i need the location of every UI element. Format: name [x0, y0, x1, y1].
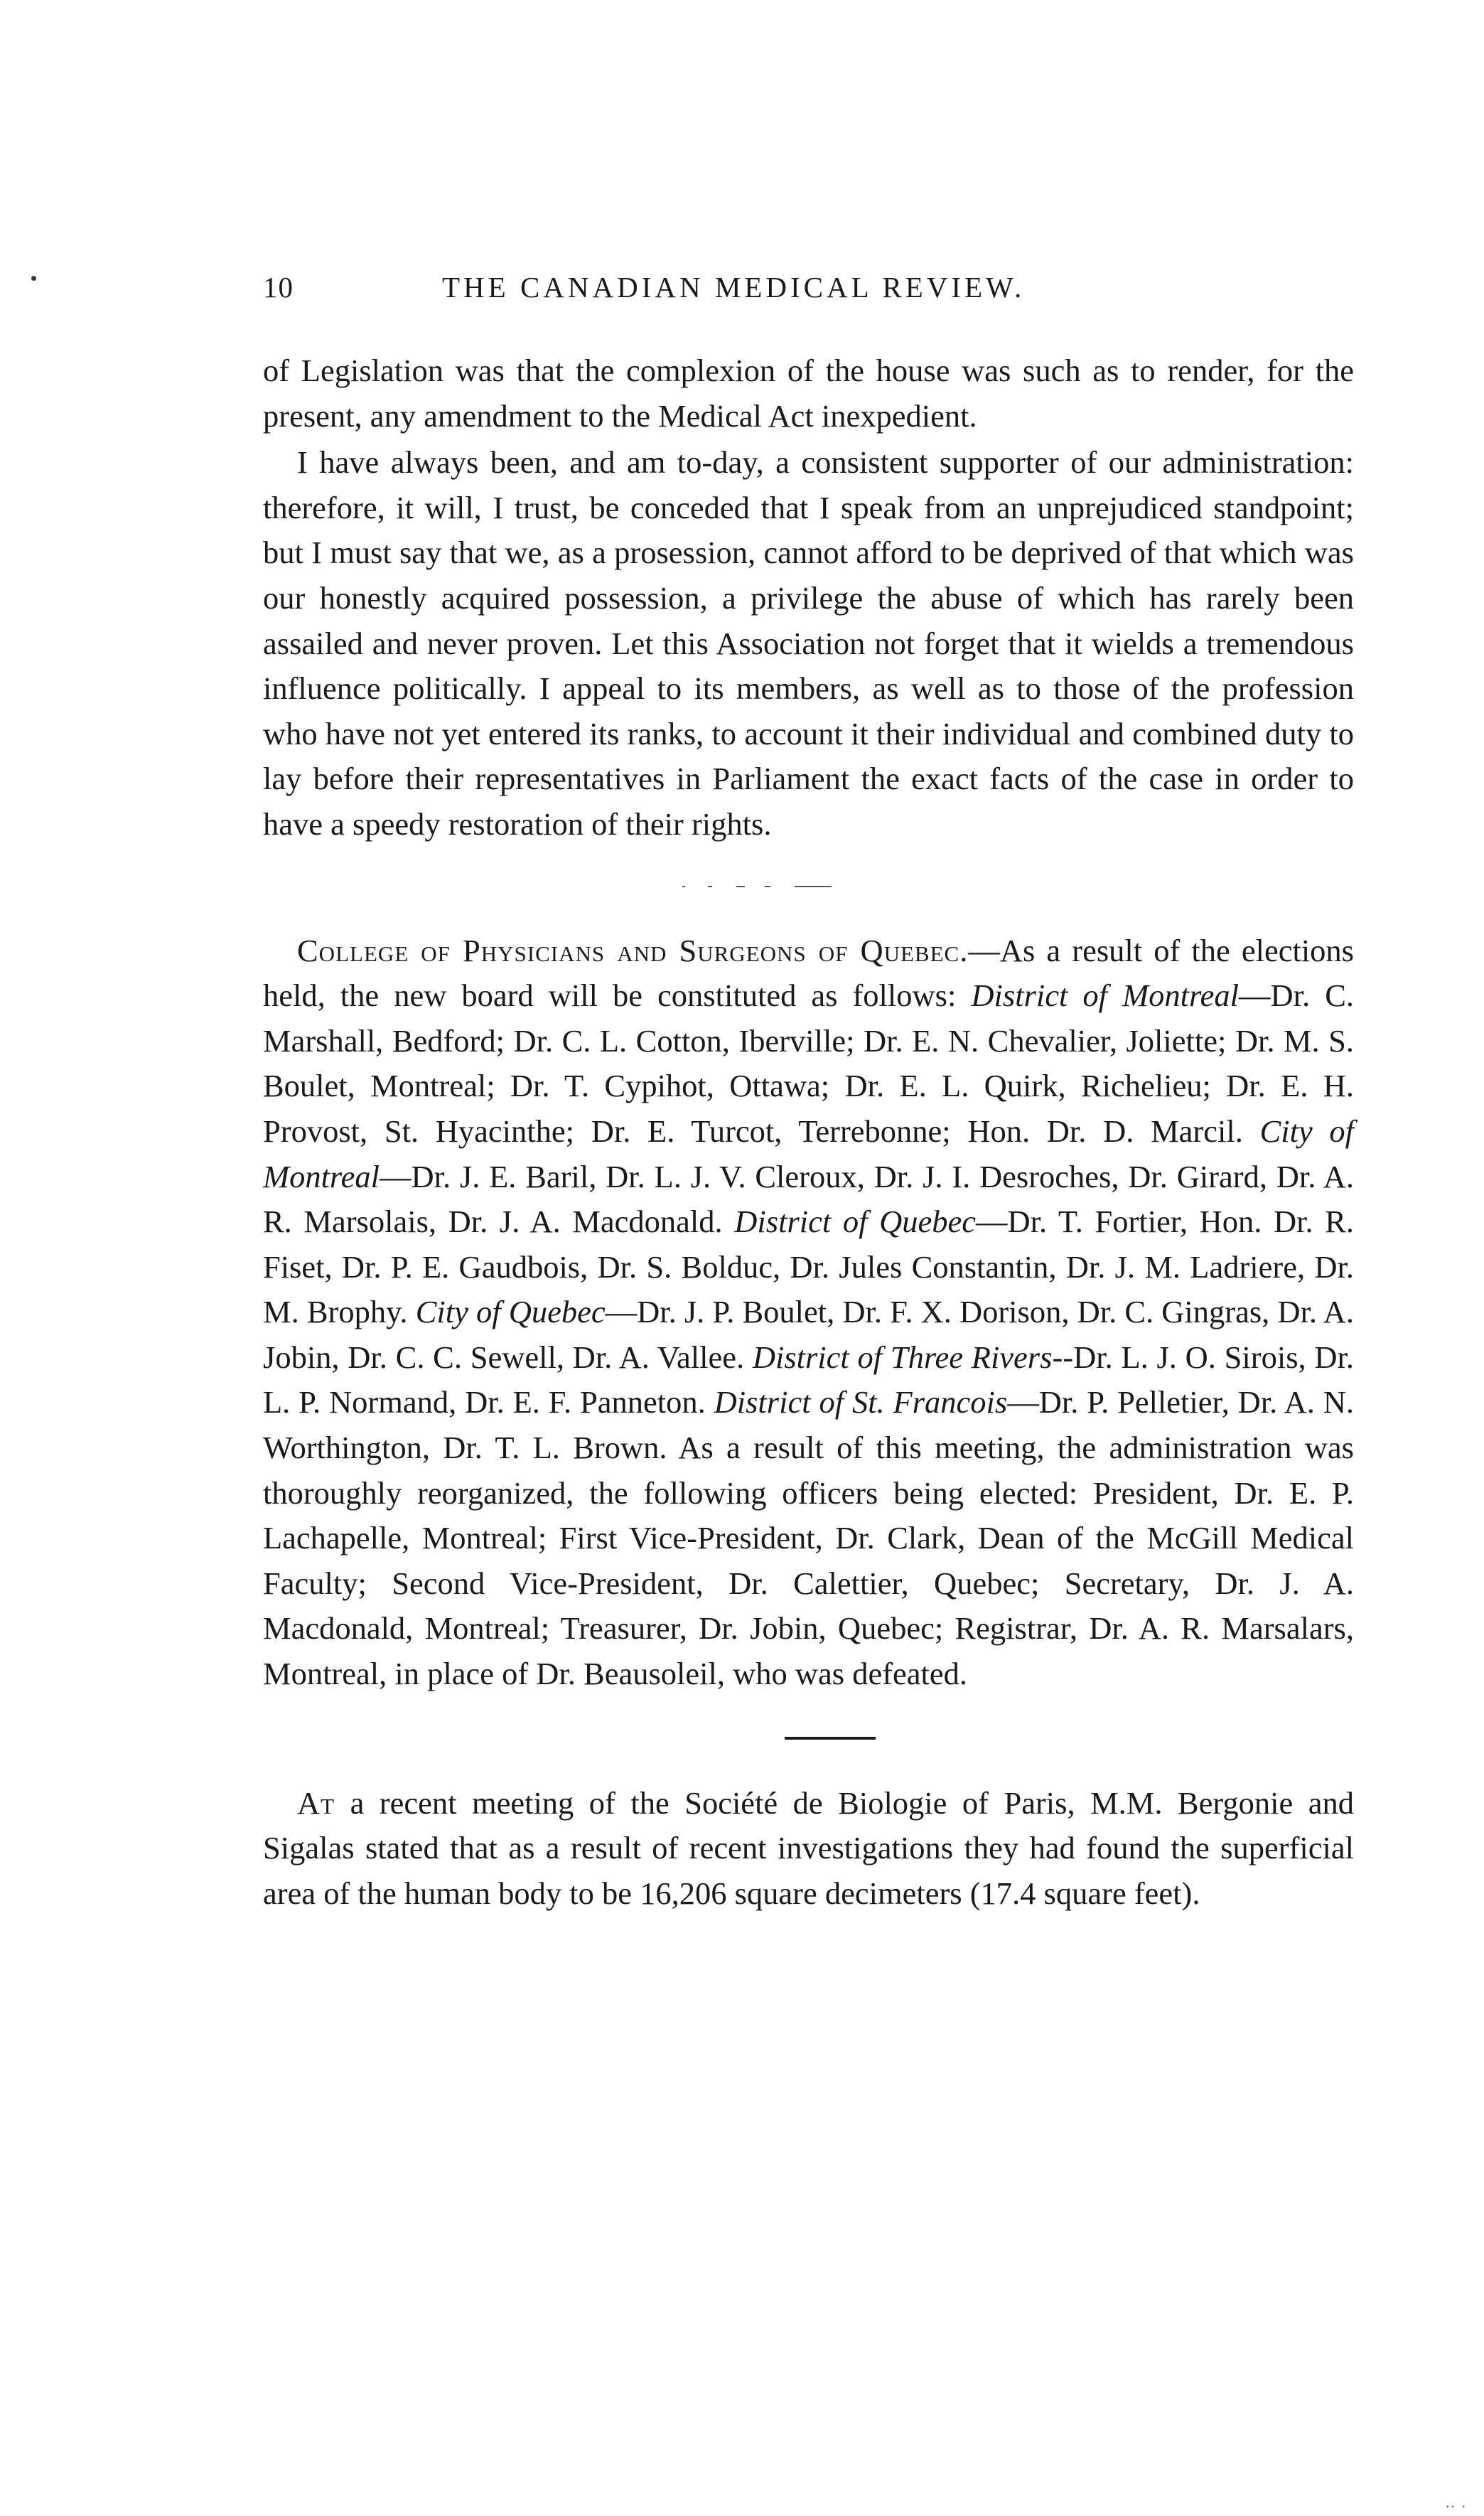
college-intro: —As a result of the elections held, the new board will be constituted as follows: [263, 932, 1354, 1014]
district-three-rivers-text: --Dr. L. J. O. Sirois, Dr. L. P. Normand, Dr. E. F. Panneton. [263, 1339, 1354, 1420]
running-head [263, 270, 1354, 320]
section-divider [785, 1737, 876, 1740]
legislation-paragraph: of Legislation was that the complexion of the house was such as to render, for the present, any amendment to the Medical Act inexpedient. [263, 353, 1354, 434]
corner-mark: .. . [1446, 2493, 1467, 2511]
margin-speck [31, 276, 36, 281]
biologie-lead: At [297, 1784, 335, 1821]
college-heading: College of Physicians and Surgeons of Quebec. [297, 932, 969, 968]
city-quebec-text: —Dr. J. P. Boulet, Dr. F. X. Dorison, Dr. C. Gingras, Dr. A. Jobin, Dr. C. C. Sewell, Dr. A. Vallee. [263, 1294, 1354, 1375]
district-quebec-text: —Dr. T. Fortier, Hon. Dr. R. Fiset, Dr. P. E. Gaudbois, Dr. S. Bolduc, Dr. Jules Constantin, Dr. J. M. Ladriere, Dr. M. Brophy. [263, 1204, 1355, 1330]
college-physicians-paragraph [263, 928, 1354, 1697]
district-st-francois-text: —Dr. P. Pelletier, Dr. A. N. Worthington, Dr. T. L. Brown. As a result of this meeting, the administration was thoroughly reorganized, the following officers being elected: President, Dr. E. P. Lachapelle, Montreal; First Vice-President, Dr. Clark, Dean of the McGill Medical Faculty; Second Vice-President, Dr. Calettier, Quebec; Secretary, Dr. J. A. Macdonald, Montreal; Treasurer, Dr. Jobin, Quebec; Registrar, Dr. A. R. Marsalars, Montreal, in place of Dr. Beausoleil, who was defeated. [263, 1384, 1355, 1692]
section-ornament [263, 864, 1354, 907]
administration-paragraph: I have always been, and am to-day, a consistent supporter of our administration: therefore, it will, I trust, be conceded that I speak from an unprejudiced standpoint; but I must say that we, as a prosession, cannot afford to be deprived of that which was our honestly acquired possession, a privilege the abuse of which has rarely been assailed and never proven. Let this Association not forget that it wields a tremendous influence politically. I appeal to its members, as well as to those of the profession who have not yet entered its ranks, to account it their individual and combined duty to lay before their representatives in Parliament the exact facts of the case in order to have a speedy restoration of their rights. [263, 444, 1354, 842]
district-three-rivers-label: District of Three Rivers [752, 1339, 1053, 1375]
district-montreal-text: —Dr. C. Marshall, Bedford; Dr. C. L. Cotton, Iberville; Dr. E. N. Chevalier, Joliette; Dr. M. S. Boulet, Montreal; Dr. T. Cypihot, Ottawa; Dr. E. L. Quirk, Richelieu; Dr. E. H. Provost, St. Hyacinthe; Dr. E. Turcot, Terrebonne; Hon. Dr. D. Marcil. [263, 978, 1355, 1149]
city-montreal-label: City of Montreal [263, 1113, 1355, 1194]
biologie-paragraph [263, 1781, 1354, 1917]
city-montreal-text: —Dr. J. E. Baril, Dr. L. J. V. Cleroux, Dr. J. I. Desroches, Dr. Girard, Dr. A. R. Marsolais, Dr. J. A. Macdonald. [263, 1158, 1354, 1240]
district-quebec-label: District of Quebec [734, 1204, 976, 1240]
district-montreal-label: District of Montreal [971, 978, 1240, 1014]
journal-title: THE CANADIAN MEDICAL REVIEW. [442, 271, 1026, 304]
city-quebec-label: City of Quebec [415, 1294, 606, 1330]
biologie-text: a recent meeting of the Société de Biologie of Paris, M.M. Bergonie and Sigalas stated that as a result of recent investigations they had found the superficial area of the human body to be 16,206 square decimeters (17.4 square feet). [263, 1784, 1354, 1911]
document-page [263, 270, 1354, 1916]
page-number: 10 [263, 271, 294, 304]
district-st-francois-label: District of St. Francois [714, 1384, 1008, 1420]
